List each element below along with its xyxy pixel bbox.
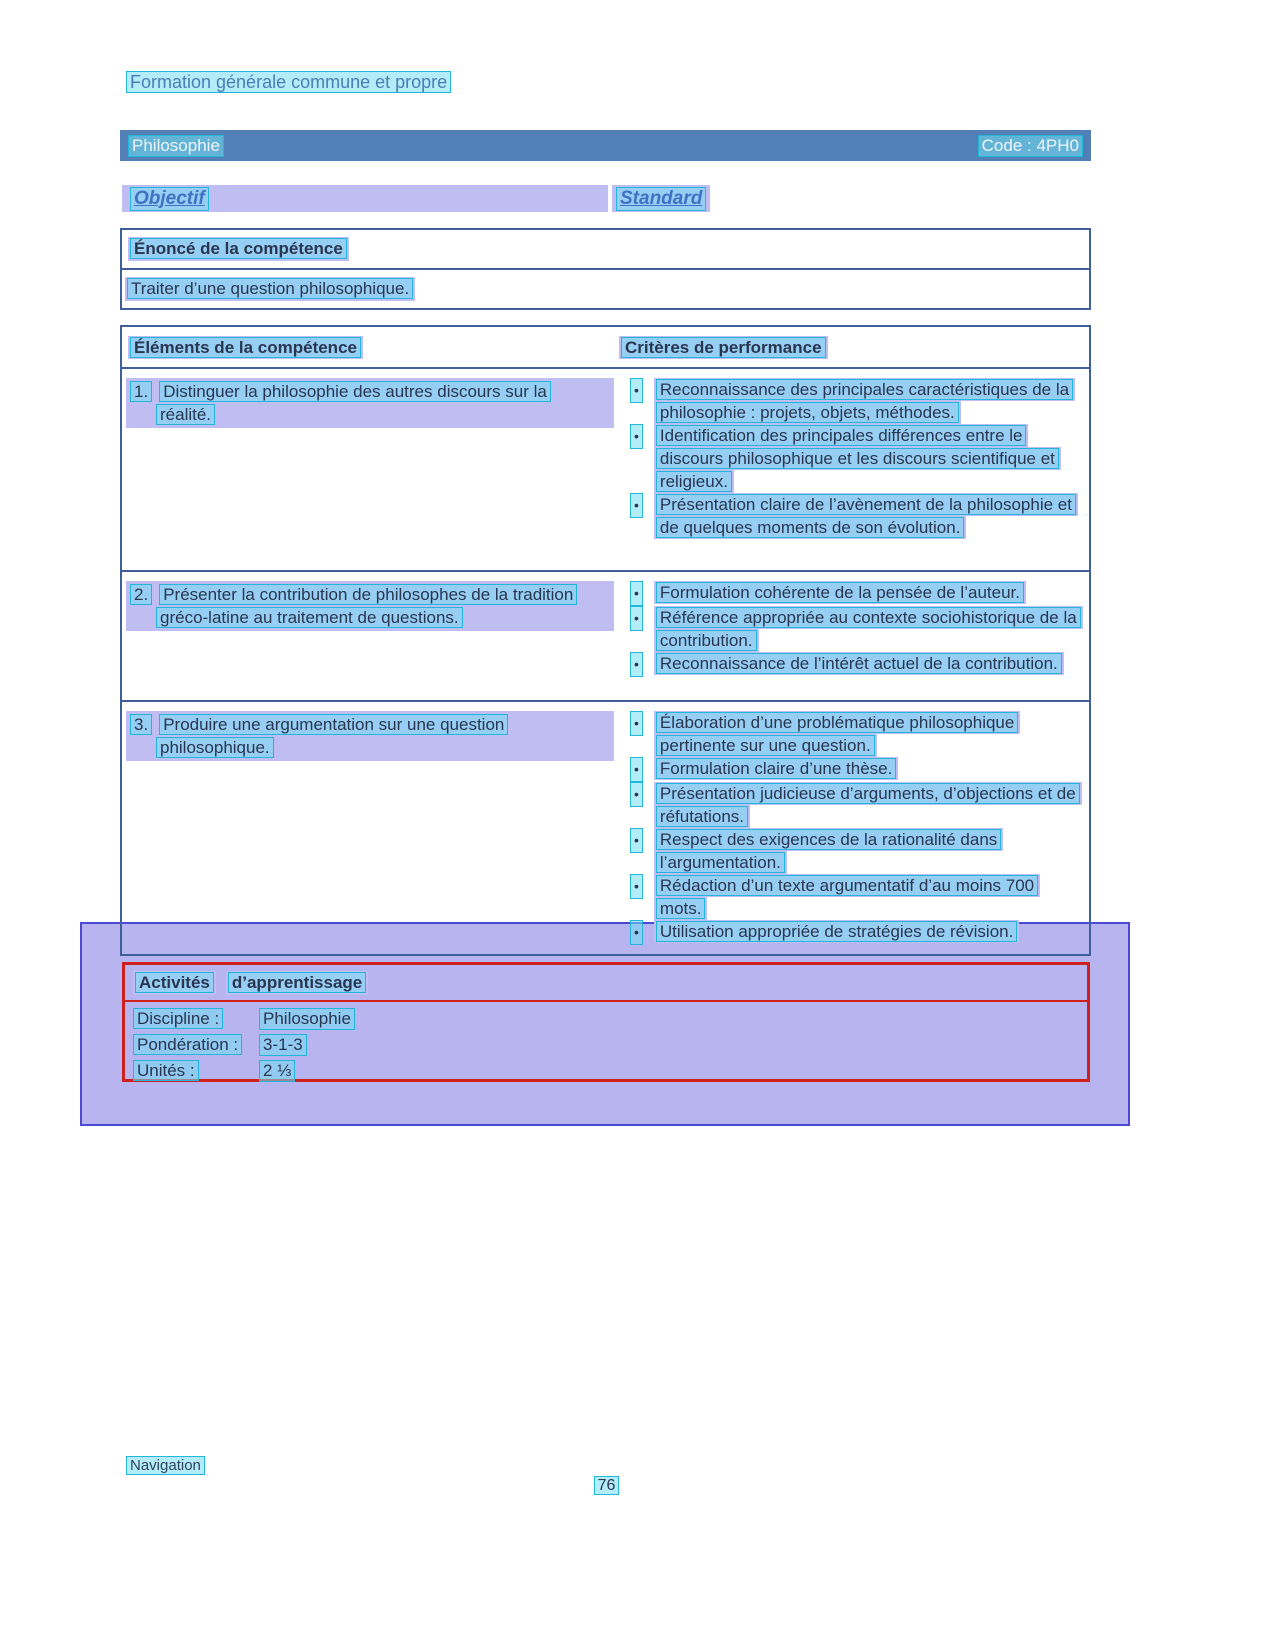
page-number-text: 76 (594, 1476, 620, 1495)
enonce-header: Énoncé de la compétence (130, 238, 347, 259)
activites-title-rest: d’apprentissage (228, 972, 366, 993)
bullet-icon: • (630, 652, 643, 677)
bullet-icon: • (630, 920, 643, 945)
label-wrap (133, 1061, 259, 1081)
activites-box (122, 962, 1090, 1082)
list-item (622, 606, 1083, 652)
criterion (654, 874, 1083, 920)
enonce-body-row (122, 270, 1089, 308)
bullet-icon: • (630, 493, 643, 518)
element-paragraph (126, 711, 614, 761)
element-number: 1. (130, 381, 152, 402)
line-highlight (226, 971, 368, 995)
element-number: 2. (130, 584, 152, 605)
page-number (0, 1477, 1213, 1495)
activites-row-discipline (133, 1006, 1079, 1032)
line-highlight (125, 277, 415, 301)
label-wrap (133, 1009, 259, 1029)
bullet-icon: • (630, 378, 643, 403)
elements-header-cell (122, 336, 618, 359)
unites-label: Unités : (133, 1060, 199, 1081)
criterion (654, 920, 1083, 943)
criterion (654, 606, 1083, 652)
criterion-text: Formulation claire d’une thèse. (656, 758, 896, 779)
navigation-link[interactable] (126, 1457, 205, 1474)
table-row (122, 702, 1089, 954)
criteres-header: Critères de performance (621, 337, 826, 358)
activites-row-ponderation (133, 1032, 1079, 1058)
line-highlight (654, 782, 1082, 828)
element-cell (122, 572, 618, 700)
criterion (654, 757, 1083, 780)
criterion-text: Élaboration d’une problématique philosophique pertinente sur une question. (656, 712, 1018, 756)
list-item (622, 652, 1083, 677)
objectif-heading: Objectif (130, 187, 209, 211)
list-item (622, 757, 1083, 782)
line-highlight (654, 874, 1040, 920)
ponderation-label: Pondération : (133, 1034, 242, 1055)
ponderation-value: 3-1-3 (259, 1034, 307, 1056)
competence-table (120, 325, 1091, 956)
formation-header-text: Formation générale commune et propre (126, 71, 451, 93)
bullet-icon: • (630, 782, 643, 807)
label-wrap (133, 1035, 259, 1055)
line-highlight (654, 920, 1019, 943)
list-item (622, 493, 1083, 539)
line-highlight (654, 757, 898, 780)
criteria-cell (618, 702, 1089, 954)
enonce-header-row (122, 230, 1089, 270)
line-highlight (654, 711, 1020, 757)
elements-header: Éléments de la compétence (130, 337, 361, 358)
enonce-statement: Traiter d’une question philosophique. (127, 278, 413, 299)
navigation-label[interactable]: Navigation (126, 1456, 205, 1475)
criterion-text: Reconnaissance de l’intérêt actuel de la contribution. (656, 653, 1062, 674)
element-number: 3. (130, 714, 152, 735)
list-item (622, 581, 1083, 606)
criterion-text: Présentation claire de l’avènement de la philosophie et de quelques moments de son évolution. (656, 494, 1076, 538)
list-item (622, 424, 1083, 493)
criteria-cell (618, 572, 1089, 700)
activites-rows (125, 1002, 1087, 1084)
standard-heading-strip (612, 185, 710, 212)
bullet-icon: • (630, 424, 643, 449)
line-highlight (654, 493, 1078, 539)
criterion-text: Présentation judicieuse d’arguments, d’objections et de réfutations. (656, 783, 1080, 827)
unites-value: 2 ⅓ (259, 1060, 295, 1082)
activites-header-row (125, 965, 1087, 1002)
line-highlight (128, 336, 363, 359)
bullet-icon: • (630, 757, 643, 782)
activites-row-unites (133, 1058, 1079, 1084)
element-paragraph (126, 581, 614, 631)
standard-heading: Standard (616, 187, 706, 211)
list-item (622, 782, 1083, 828)
line-highlight (654, 581, 1026, 604)
list-item (622, 874, 1083, 920)
bullet-icon: • (630, 581, 643, 606)
objectif-heading-strip (122, 185, 608, 212)
line-highlight (654, 828, 1003, 874)
bullet-icon: • (630, 874, 643, 899)
course-code: Code : 4PH0 (978, 135, 1083, 157)
criterion (654, 424, 1083, 493)
line-highlight (654, 424, 1061, 493)
criterion (654, 828, 1083, 874)
element-cell (122, 702, 618, 954)
line-highlight (128, 237, 349, 261)
list-item (622, 711, 1083, 757)
criterion (654, 378, 1083, 424)
bullet-icon: • (630, 606, 643, 631)
course-title-bar (120, 130, 1091, 161)
line-highlight (133, 971, 216, 995)
criterion-text: Respect des exigences de la rationalité dans l’argumentation. (656, 829, 1001, 873)
criterion-text: Utilisation appropriée de stratégies de révision. (656, 921, 1017, 942)
element-cell (122, 369, 618, 570)
enonce-table (120, 228, 1091, 310)
criterion-text: Rédaction d’un texte argumentatif d’au moins 700 mots. (656, 875, 1038, 919)
criterion (654, 493, 1083, 539)
criterion-text: Identification des principales différences entre le discours philosophique et les discours scientifique et religieux. (656, 425, 1059, 492)
criteria-cell (618, 369, 1089, 570)
document-top-header (126, 72, 451, 93)
discipline-label: Discipline : (133, 1008, 223, 1029)
activites-title-word: Activités (135, 972, 214, 993)
criterion (654, 652, 1083, 675)
criterion (654, 711, 1083, 757)
list-item (622, 828, 1083, 874)
list-item (622, 920, 1083, 945)
line-highlight (654, 652, 1064, 675)
criterion-text: Formulation cohérente de la pensée de l’auteur. (656, 582, 1024, 603)
table-row (122, 572, 1089, 702)
element-text: Distinguer la philosophie des autres discours sur la réalité. (156, 381, 551, 425)
line-highlight (654, 606, 1083, 652)
criteres-header-cell (618, 336, 1089, 359)
element-text: Présenter la contribution de philosophes de la tradition gréco-latine au traitement de questions. (156, 584, 577, 628)
line-highlight (654, 378, 1075, 424)
criterion (654, 782, 1083, 828)
element-text: Produire une argumentation sur une question philosophique. (156, 714, 508, 758)
criterion-text: Référence appropriée au contexte sociohistorique de la contribution. (656, 607, 1081, 651)
course-title: Philosophie (128, 135, 224, 157)
table-row (122, 369, 1089, 572)
bullet-icon: • (630, 828, 643, 853)
discipline-value: Philosophie (259, 1008, 355, 1030)
bullet-icon: • (630, 711, 643, 736)
list-item (622, 378, 1083, 424)
criterion (654, 581, 1083, 604)
criterion-text: Reconnaissance des principales caractéristiques de la philosophie : projets, objets, méthodes. (656, 379, 1073, 423)
line-highlight (619, 336, 828, 359)
competence-table-header-row (122, 327, 1089, 369)
element-paragraph (126, 378, 614, 428)
